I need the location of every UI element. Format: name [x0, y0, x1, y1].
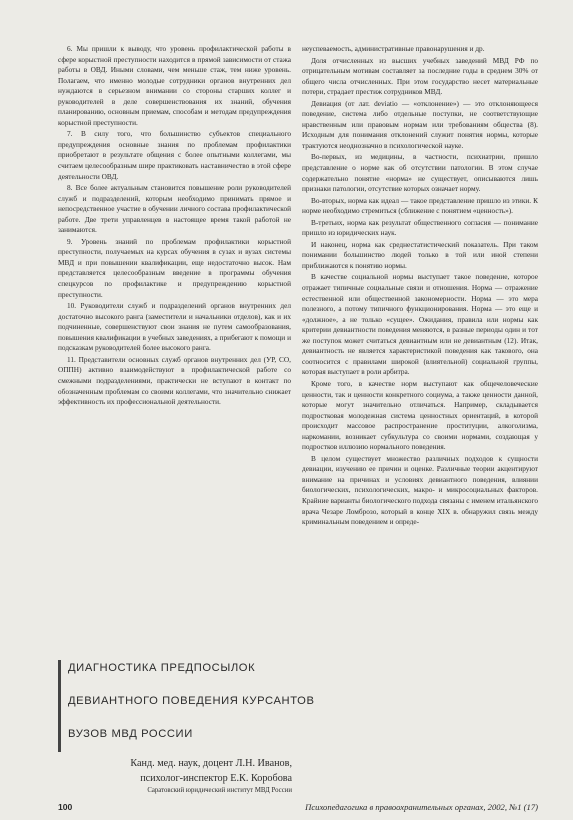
- page-footer: [58, 802, 538, 816]
- title-line-1: ДИАГНОСТИКА ПРЕДПОСЫЛОК: [68, 662, 256, 674]
- author-1: Канд. мед. наук, доцент Л.Н. Иванов,: [130, 758, 292, 769]
- title-line-3: ВУЗОВ МВД РОССИИ: [68, 728, 193, 740]
- paragraph-6: 6. Мы пришли к выводу, что уровень профилактической работы в сфере корыстной преступности находится в прямой зависимости от стажа работы в ОВД. Иными словами, чем меньше стаж, тем ниже уровень. Полагаем, что именно молодые сотрудники органов внутренних дел нуждаются в серьезном внимании со стороны старших коллег и руководителей в деле совершенствования их знаний, обучения планированию, основным приемам, способам и методам предупреждения корыстной преступности.: [58, 44, 291, 127]
- paragraph-continuation: неуспеваемость, административные правонарушения и др.: [302, 44, 485, 53]
- affiliation: Саратовский юридический институт МВД России: [147, 787, 292, 794]
- paragraph-approaches: В целом существует множество различных подходов к сущности девиации, изучению ее причин и оценке. Различные теории акцентируют внимание на причинах и условиях девиантного поведения, влиянии биологических, психологических, макро- и микросоциальных факторов. Крайние варианты биологического подхода связаны с именем итальянского врача Чезаре Ломброзо, который в конце XIX в. обнаружил связь между криминальным поведением и опреде-: [302, 453, 538, 527]
- paragraph-7: 7. В силу того, что большинство субъектов специального предупреждения основные знания по проблемам профилактики приобретают в результате общения с более опытными коллегами, мы считаем целесообразным шире практиковать наставничество в этой сфере деятельности ОВД.: [58, 129, 291, 181]
- paragraph-8: 8. Все более актуальным становится повышение роли руководителей служб и подразделений, которым необходимо принимать прямое и непосредственное участие в обучении личного состава профилактической работе. Две трети управленцев в настоящее время такой работой не занимаются.: [58, 183, 291, 235]
- left-column: [58, 0, 291, 409]
- paragraph-10: 10. Руководители служб и подразделений органов внутренних дел достаточно высокого ранга (заместители и начальники отделов), как и их подчиненные, совершенствуют свои знания не путем самообразования, повышения квалификации в учебных заведениях, а прибегают к помощи и подсказкам руководителей более высокого ранга.: [58, 301, 291, 353]
- journal-name: Психопедагогика в правоохранительных органах, 2002, №1 (17): [305, 802, 538, 812]
- paragraph-second: Во-вторых, норма как идеал — такое представление пришло из этики. К норме необходимо стремиться (сближение с понятием «ценность»).: [302, 195, 538, 216]
- paragraph-social-norm: В качестве социальной нормы выступает такое поведение, которое отражает типичные социальные связи и отношения. Норма — отражение естественной или общественной закономерности. Норма — это мера полезного, а потому типичного функционирования. Норма — это еще и «должное», а не только «сущее». Ожидания, правила или нормы как критерии девиантности поведения меняются, в разные периоды один и тот же поступок может считаться девиантным или не девиантным (12). Итак, девиантность не является характеристикой поведения как такового, она соотносится с правилами широкой (влиятельной) социальной группы, которая выступает в роли арбитра.: [302, 272, 538, 377]
- paragraph-stats: Доля отчисленных из высших учебных заведений МВД РФ по отрицательным мотивам составляет за последние годы в среднем 30% от общего числа отчисленных. При этом государство несет материальные потери, страдает престиж сотрудников МВД.: [302, 55, 538, 97]
- paragraph-9: 9. Уровень знаний по проблемам профилактики корыстной преступности, получаемых на курсах обучения в сузах и вузах системы МВД и при повышении квалификации, еще недостаточно высок. Нам представляется целесообразным введение в программы обучения спецкурсов по профилактике и предупреждению корыстной преступности.: [58, 236, 291, 299]
- right-column: [302, 0, 538, 529]
- title-line-2: ДЕВИАНТНОГО ПОВЕДЕНИЯ КУРСАНТОВ: [68, 695, 315, 707]
- paragraph-deviation: Девиация (от лат. deviatio — «отклонение») — это отклоняющееся поведение, система либо отдельные поступки, не соответствующие нравственным или правовым нормам или требованиям общества (8). Исходным для понимания отклонений служит понятия нормы, которые трактуются неоднозначно в психологической науке.: [302, 98, 538, 150]
- paragraph-values: Кроме того, в качестве норм выступают как общечеловеческие ценности, так и ценности конкретного социума, а также ценности данной, которые могут значительно отличаться. Например, складывается подростковая молодежная система ценностных ориентаций, в которой происходит массовое распространение проституции, алкоголизма, наркомании, возникает субкультура со своими нормами, создающая у подростков иллюзию нормального поведения.: [302, 378, 538, 452]
- title-bar: [58, 660, 61, 752]
- paragraph-first: Во-первых, из медицины, в частности, психиатрии, пришло представление о норме как об отсутствии патологии. В этом случае содержательно понятие «норма» не существует, описываются лишь признаки патологии, отсутствие которых означает норму.: [302, 152, 538, 194]
- author-2: психолог-инспектор Е.К. Коробова: [140, 773, 292, 784]
- paragraph-11: 11. Представители основных служб органов внутренних дел (УР, СО, ОППН) активно взаимодействуют в профилактической работе со смежными подразделениями, практически не вступают в контакт по обозначенным проблемам со своими коллегами, что значительно снижает эффективность их профессиональной деятельности.: [58, 354, 291, 407]
- page-number: 100: [58, 802, 73, 812]
- paragraph-finally: И наконец, норма как среднестатистический показатель. При таком понимании большинство людей только в той или иной степени приближаются к понятию нормы.: [302, 239, 538, 270]
- paragraph-third: В-третьих, норма как результат общественного согласия — понимание пришло из юридических наук.: [302, 217, 538, 238]
- article-title: [58, 660, 315, 756]
- authors-block: [62, 756, 292, 796]
